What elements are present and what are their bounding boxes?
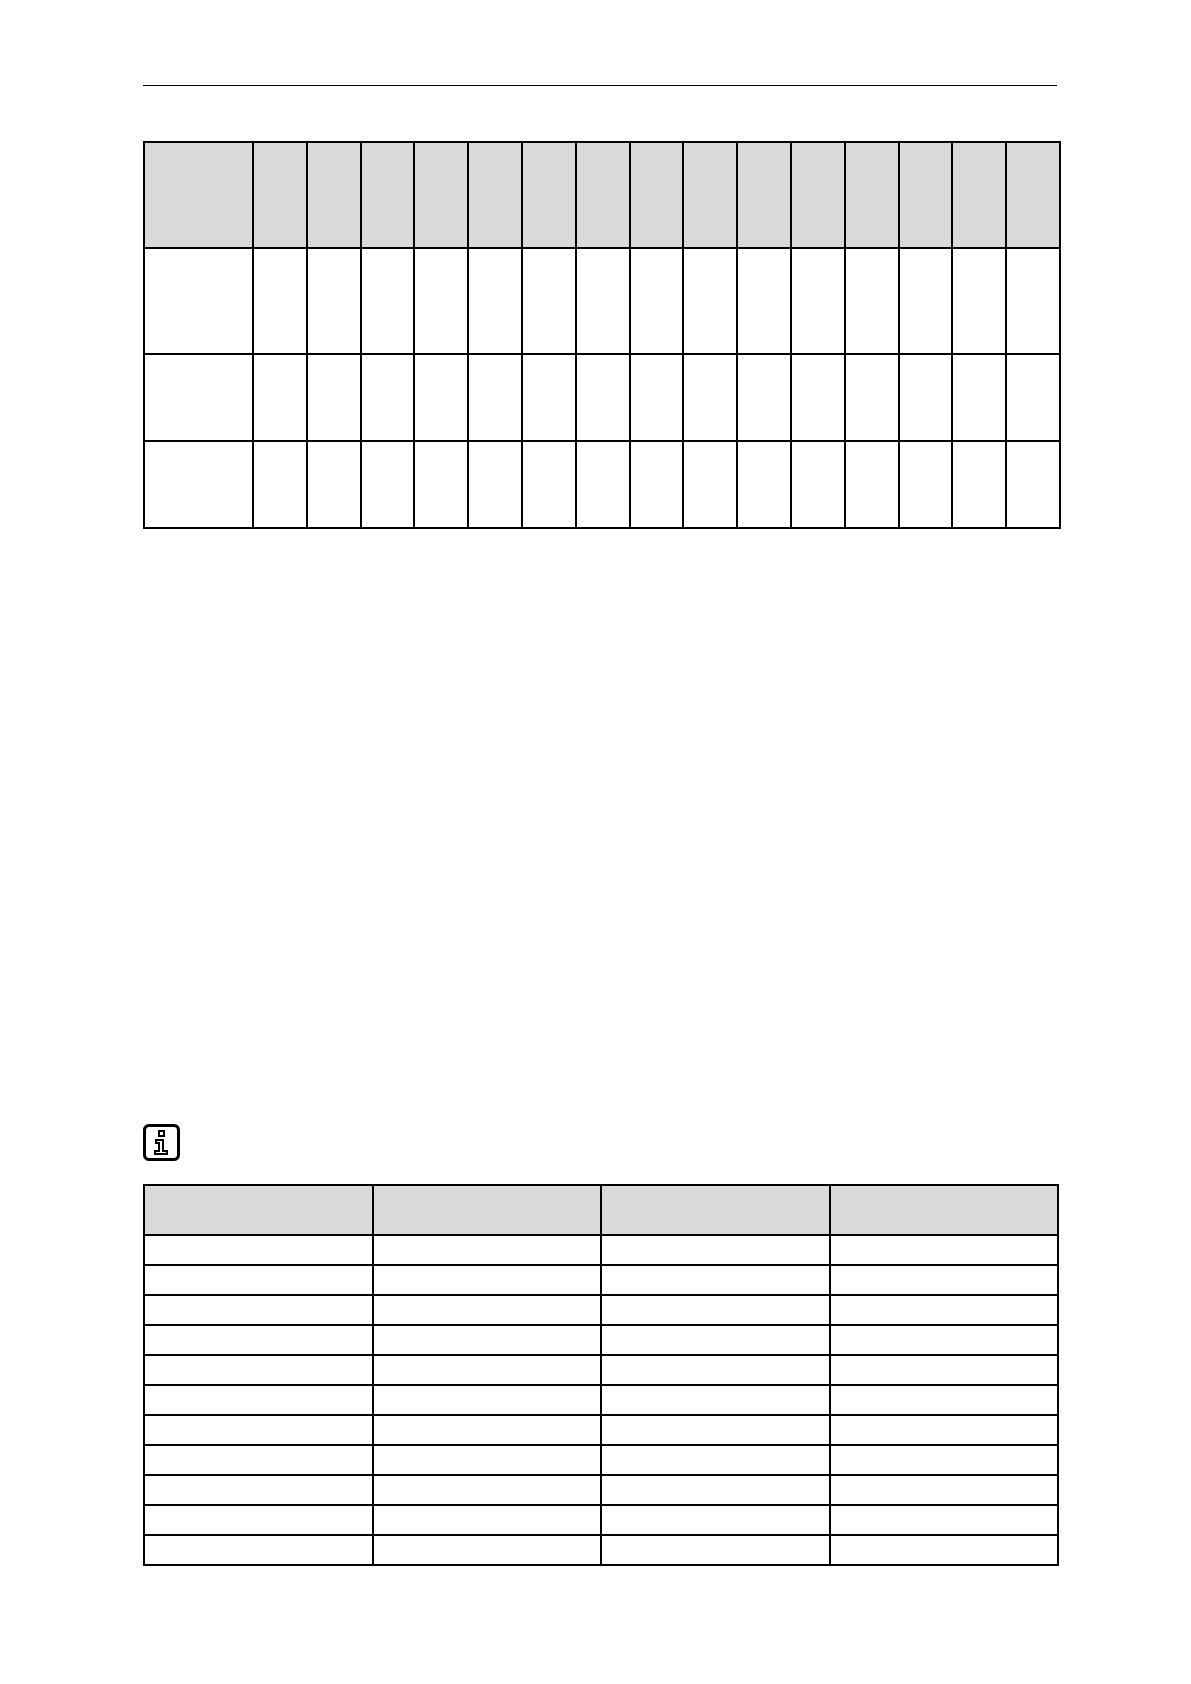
bottom-table-cell	[601, 1265, 830, 1295]
top-table-cell	[630, 354, 684, 441]
top-table-header-cell	[737, 142, 791, 248]
bottom-table-cell	[144, 1505, 373, 1535]
bottom-table-cell	[144, 1445, 373, 1475]
top-table-cell	[307, 248, 361, 354]
bottom-table-row	[144, 1355, 1058, 1385]
top-table-cell	[253, 354, 307, 441]
top-table-cell	[468, 441, 522, 528]
bottom-table-cell	[830, 1235, 1059, 1265]
bottom-table-cell	[144, 1235, 373, 1265]
bottom-table-cell	[144, 1355, 373, 1385]
bottom-table-row	[144, 1235, 1058, 1265]
bottom-table-cell	[601, 1475, 830, 1505]
top-table-cell	[683, 354, 737, 441]
bottom-table-cell	[144, 1415, 373, 1445]
bottom-table-cell	[144, 1265, 373, 1295]
bottom-table-cell	[144, 1295, 373, 1325]
top-table-cell	[791, 248, 845, 354]
bottom-table-header-row	[144, 1185, 1058, 1235]
bottom-table-cell	[373, 1475, 602, 1505]
top-table-cell	[630, 248, 684, 354]
top-table-cell	[683, 441, 737, 528]
top-table-header-cell	[253, 142, 307, 248]
top-table	[143, 141, 1061, 529]
top-table-cell	[899, 441, 953, 528]
top-table-header-cell	[414, 142, 468, 248]
top-table-cell	[522, 248, 576, 354]
bottom-table-cell	[830, 1415, 1059, 1445]
top-table-cell	[1006, 248, 1060, 354]
top-table-header-cell	[791, 142, 845, 248]
top-table-header-cell	[630, 142, 684, 248]
bottom-table-cell	[601, 1445, 830, 1475]
bottom-table-row	[144, 1385, 1058, 1415]
bottom-table-cell	[373, 1535, 602, 1565]
top-table-cell	[361, 441, 415, 528]
top-table-cell	[144, 441, 253, 528]
top-table-header-row	[144, 142, 1060, 248]
top-table-cell	[468, 248, 522, 354]
bottom-table-cell	[144, 1325, 373, 1355]
top-table-cell	[522, 354, 576, 441]
top-table-cell	[952, 354, 1006, 441]
bottom-table-cell	[830, 1445, 1059, 1475]
top-table-header-cell	[468, 142, 522, 248]
bottom-table-cell	[830, 1295, 1059, 1325]
top-table-cell	[683, 248, 737, 354]
top-table-cell	[737, 354, 791, 441]
bottom-table-cell	[373, 1385, 602, 1415]
bottom-table-cell	[373, 1355, 602, 1385]
bottom-table-row	[144, 1445, 1058, 1475]
bottom-table-cell	[373, 1295, 602, 1325]
top-table-cell	[952, 248, 1006, 354]
bottom-table-header-cell	[601, 1185, 830, 1235]
top-table-cell	[144, 354, 253, 441]
bottom-table-cell	[830, 1355, 1059, 1385]
top-table-header-cell	[361, 142, 415, 248]
top-table-header-cell	[144, 142, 253, 248]
top-table-header-cell	[576, 142, 630, 248]
bottom-table-row	[144, 1325, 1058, 1355]
top-table-cell	[307, 354, 361, 441]
bottom-table-cell	[601, 1505, 830, 1535]
bottom-table-cell	[830, 1325, 1059, 1355]
bottom-table-cell	[601, 1325, 830, 1355]
bottom-table-cell	[373, 1325, 602, 1355]
top-table-cell	[253, 441, 307, 528]
bottom-table-row	[144, 1295, 1058, 1325]
bottom-table-cell	[830, 1265, 1059, 1295]
bottom-table-cell	[601, 1355, 830, 1385]
bottom-table-header-cell	[373, 1185, 602, 1235]
page-header-rule	[143, 85, 1057, 86]
top-table-cell	[522, 441, 576, 528]
top-table-row	[144, 354, 1060, 441]
top-table-cell	[737, 441, 791, 528]
bottom-table-cell	[601, 1415, 830, 1445]
bottom-table-cell	[373, 1235, 602, 1265]
bottom-table-cell	[830, 1505, 1059, 1535]
bottom-table-row	[144, 1475, 1058, 1505]
top-table-cell	[576, 354, 630, 441]
bottom-table-cell	[830, 1475, 1059, 1505]
bottom-table-cell	[373, 1265, 602, 1295]
top-table-header-cell	[1006, 142, 1060, 248]
top-table-cell	[576, 248, 630, 354]
info-glyph-icon	[150, 1130, 173, 1155]
top-table-cell	[791, 441, 845, 528]
top-table-cell	[630, 441, 684, 528]
bottom-table-row	[144, 1505, 1058, 1535]
top-table-cell	[845, 441, 899, 528]
top-table-cell	[576, 441, 630, 528]
bottom-table-cell	[830, 1535, 1059, 1565]
top-table-row	[144, 441, 1060, 528]
bottom-table-cell	[373, 1415, 602, 1445]
top-table-header-cell	[683, 142, 737, 248]
bottom-table-header-cell	[830, 1185, 1059, 1235]
bottom-table-cell	[144, 1535, 373, 1565]
top-table-cell	[1006, 354, 1060, 441]
bottom-table-header-cell	[144, 1185, 373, 1235]
top-table-cell	[414, 441, 468, 528]
bottom-table-cell	[601, 1235, 830, 1265]
top-table-header-cell	[952, 142, 1006, 248]
top-table-cell	[414, 354, 468, 441]
top-table-header-cell	[899, 142, 953, 248]
top-table-cell	[845, 354, 899, 441]
top-table-row	[144, 248, 1060, 354]
bottom-table-cell	[601, 1295, 830, 1325]
top-table-header-cell	[845, 142, 899, 248]
top-table-cell	[845, 248, 899, 354]
bottom-table-cell	[601, 1385, 830, 1415]
bottom-table-row	[144, 1535, 1058, 1565]
top-table-cell	[468, 354, 522, 441]
top-table-cell	[144, 248, 253, 354]
top-table-cell	[952, 441, 1006, 528]
top-table-cell	[1006, 441, 1060, 528]
top-table-header-cell	[307, 142, 361, 248]
bottom-table	[143, 1184, 1059, 1566]
top-table-cell	[791, 354, 845, 441]
top-table-header-cell	[522, 142, 576, 248]
bottom-table-row	[144, 1415, 1058, 1445]
top-table-cell	[253, 248, 307, 354]
top-table-cell	[361, 354, 415, 441]
bottom-table-cell	[830, 1385, 1059, 1415]
bottom-table-cell	[373, 1445, 602, 1475]
top-table-cell	[307, 441, 361, 528]
bottom-table-cell	[373, 1505, 602, 1535]
bottom-table-cell	[601, 1535, 830, 1565]
bottom-table-cell	[144, 1385, 373, 1415]
top-table-cell	[414, 248, 468, 354]
top-table-cell	[899, 354, 953, 441]
bottom-table-row	[144, 1265, 1058, 1295]
bottom-table-cell	[144, 1475, 373, 1505]
info-icon	[143, 1124, 180, 1161]
top-table-cell	[361, 248, 415, 354]
top-table-cell	[737, 248, 791, 354]
top-table-cell	[899, 248, 953, 354]
